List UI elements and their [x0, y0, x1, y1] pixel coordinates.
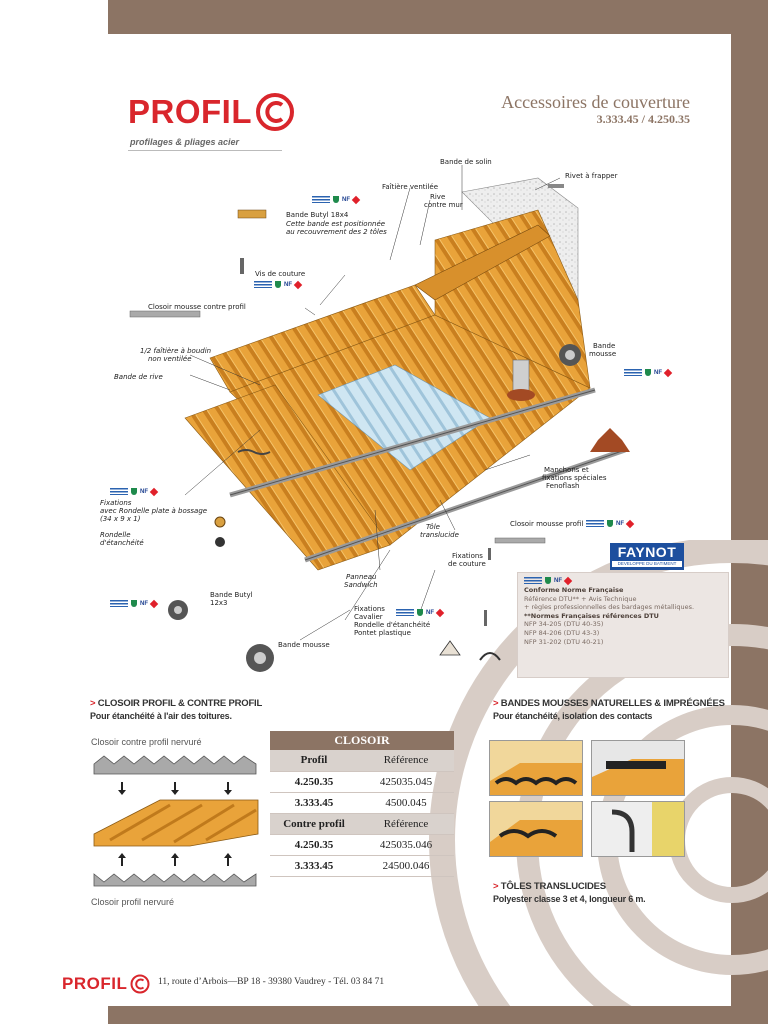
table-header — [270, 731, 454, 750]
label-manchons-3: Fenoflash — [546, 482, 580, 490]
bandes-section-title — [493, 698, 725, 709]
shield-icon — [131, 488, 137, 495]
closoir-table — [270, 731, 454, 877]
nf-mark: NF — [140, 488, 148, 495]
red-diamond-icon — [352, 195, 360, 203]
brand-logo — [128, 92, 295, 132]
shield-icon — [645, 369, 651, 376]
label-rondelle-2: d'étanchéité — [100, 539, 144, 547]
standard-lines-icon — [396, 609, 414, 616]
table-row — [270, 792, 454, 813]
info-line: NFP 31-202 (DTU 40-21) — [524, 637, 604, 646]
nf-mark: NF — [554, 577, 562, 584]
red-diamond-icon — [626, 519, 634, 527]
label-bande-rive: Bande de rive — [114, 373, 163, 381]
standard-lines-icon — [312, 196, 330, 203]
table-row — [270, 855, 454, 876]
brand-wordmark: PROFIL — [128, 93, 252, 130]
info-line: Référence DTU** + Avis Technique — [524, 594, 637, 603]
label-manchons-1: Manchons et — [544, 466, 589, 474]
closoir-illustration — [90, 750, 260, 900]
standard-lines-icon — [254, 281, 272, 288]
label-bande-butyl-note-2: au recouvrement des 2 tôles — [286, 228, 387, 236]
arrow-right-icon: > — [90, 698, 98, 709]
cert-badge — [624, 368, 671, 377]
nf-mark: NF — [616, 520, 624, 527]
standard-lines-icon — [586, 520, 604, 527]
red-diamond-icon — [150, 599, 158, 607]
bandes-section-subtitle: Pour étanchéité, isolation des contacts — [493, 711, 653, 721]
label-bande-solin: Bande de solin — [440, 158, 492, 166]
frame-band-right — [731, 0, 768, 1024]
cert-badge — [110, 599, 157, 608]
closoir-section-subtitle: Pour étanchéité à l'air des toitures. — [90, 711, 232, 721]
label-fix-cavalier-2: Cavalier — [354, 613, 383, 621]
label-demi-faitiere-1: 1/2 faîtière à boudin — [140, 347, 212, 355]
toles-section-title — [493, 881, 606, 892]
photo-foam-strip-3 — [489, 801, 583, 857]
shield-icon — [607, 520, 613, 527]
standards-info-box — [517, 572, 729, 678]
column-header: Référence — [358, 813, 454, 834]
photo-foam-strip-2-image — [592, 741, 685, 796]
table-row — [270, 834, 454, 855]
label-rive: Rive — [430, 193, 446, 201]
table-cell: 425035.045 — [358, 771, 454, 792]
shield-icon — [333, 196, 339, 203]
standard-lines-icon — [110, 488, 128, 495]
label-rivet-frapper: Rivet à frapper — [565, 172, 618, 180]
label-faitiere-ventilee: Faîtière ventilée — [382, 183, 439, 191]
nf-mark: NF — [140, 600, 148, 607]
standard-lines-icon — [624, 369, 642, 376]
label-fix-cavalier-3: Rondelle d'étanchéité — [354, 621, 431, 629]
info-line: + règles professionnelles des bardages métalliques. — [524, 603, 695, 612]
photo-foam-strip-4 — [591, 801, 685, 857]
label-tole-2: translucide — [420, 531, 459, 539]
label-closoir-contre-profil: Closoir mousse contre profil — [148, 303, 246, 311]
red-diamond-icon — [664, 368, 672, 376]
closoir-section-title-text: CLOSOIR PROFIL & CONTRE PROFIL — [97, 698, 263, 709]
label-fixations-2: avec Rondelle plate à bossage — [100, 507, 208, 515]
label-butyl-12-1: Bande Butyl — [210, 591, 253, 599]
red-diamond-icon — [564, 576, 572, 584]
label-fix-couture-1: Fixations — [452, 552, 483, 560]
standard-lines-icon — [524, 577, 542, 584]
info-line: Conforme Norme Française — [524, 586, 624, 594]
red-diamond-icon — [294, 280, 302, 288]
footer-c-mark-icon — [130, 974, 150, 994]
frame-band-bottom — [108, 1006, 768, 1024]
cert-badge — [312, 195, 359, 204]
table-group-header — [270, 750, 454, 771]
table-cell: 425035.046 — [358, 834, 454, 855]
brand-tagline: profilages & pliages acier — [130, 137, 240, 147]
closoir-section-title — [90, 698, 262, 709]
faynot-logo — [610, 543, 684, 570]
page-title: Accessoires de couverture — [501, 92, 690, 112]
label-vis-couture: Vis de couture — [255, 270, 306, 278]
table-cell: 3.333.45 — [270, 855, 358, 876]
label-butyl-12-2: 12x3 — [210, 599, 228, 607]
photo-foam-strip-3-image — [490, 802, 583, 857]
column-header: Profil — [270, 750, 358, 771]
label-rondelle-1: Rondelle — [100, 531, 131, 539]
table-cell: 24500.046 — [358, 855, 454, 876]
label-fixations-1: Fixations — [100, 499, 132, 507]
label-panneau-2: Sandwich — [344, 581, 378, 589]
frame-band-top — [108, 0, 768, 34]
toles-section-title-text: TÔLES TRANSLUCIDES — [500, 881, 606, 892]
faynot-subtitle: DEVELOPPE DU BATIMENT — [612, 561, 682, 567]
photo-foam-strip-4-image — [592, 802, 685, 857]
info-line: NFP 34-205 (DTU 40-35) — [524, 620, 604, 629]
red-diamond-icon — [436, 608, 444, 616]
brand-c-mark-icon — [255, 92, 295, 132]
arrow-right-icon: > — [493, 698, 501, 709]
photo-foam-strip-1 — [489, 740, 583, 796]
nf-mark: NF — [342, 196, 350, 203]
label-fix-cavalier-1: Fixations — [354, 605, 385, 613]
page-reference: 3.333.45 / 4.250.35 — [596, 112, 690, 126]
label-tole-1: Tôle — [426, 523, 440, 531]
bandes-section-title-text: BANDES MOUSSES NATURELLES & IMPRÉGNÉES — [500, 698, 725, 709]
footer-logo — [62, 974, 150, 994]
label-manchons-2: fixations spéciales — [542, 474, 607, 482]
column-header: Référence — [358, 750, 454, 771]
label-bande-butyl-note-1: Cette bande est positionnée — [286, 220, 386, 228]
shield-icon — [545, 577, 551, 584]
cert-badge — [586, 519, 633, 528]
arrow-right-icon: > — [493, 881, 501, 892]
table-cell: 3.333.45 — [270, 792, 358, 813]
closoir-caption-bottom: Closoir profil nervuré — [91, 897, 175, 907]
red-diamond-icon — [150, 487, 158, 495]
table-cell: 4500.045 — [358, 792, 454, 813]
label-closoir-profil: Closoir mousse profil — [510, 520, 584, 528]
info-line: NFP 84-206 (DTU 43-3) — [524, 628, 600, 637]
nf-mark: NF — [426, 609, 434, 616]
label-bande-mousse-low: Bande mousse — [278, 641, 330, 649]
cert-badge — [254, 280, 301, 289]
cert-badge — [524, 576, 722, 585]
shield-icon — [131, 600, 137, 607]
photo-foam-strip-1-image — [490, 741, 583, 796]
label-fix-cavalier-4: Pontet plastique — [354, 629, 411, 637]
table-cell: 4.250.35 — [270, 771, 358, 792]
label-bande-butyl-18x4: Bande Butyl 18x4 — [286, 211, 349, 219]
table-cell: 4.250.35 — [270, 834, 358, 855]
label-demi-faitiere-2: non ventilée — [148, 355, 192, 363]
cert-badge — [110, 487, 157, 496]
cert-badge — [396, 608, 443, 617]
nf-mark: NF — [654, 369, 662, 376]
nf-mark: NF — [284, 281, 292, 288]
label-fix-couture-2: de couture — [448, 560, 486, 568]
closoir-caption-top: Closoir contre profil nervuré — [91, 737, 202, 747]
table-title: CLOSOIR — [270, 731, 454, 750]
label-contre-mur: contre mur — [424, 201, 463, 209]
column-header: Contre profil — [270, 813, 358, 834]
label-bande-mousse-2: mousse — [589, 350, 617, 358]
label-fixations-3: (34 x 9 x 1) — [100, 515, 141, 523]
table-group-header — [270, 813, 454, 834]
shield-icon — [417, 609, 423, 616]
faynot-name: FAYNOT — [617, 544, 677, 560]
photo-foam-strip-2 — [591, 740, 685, 796]
shield-icon — [275, 281, 281, 288]
label-bande-mousse: Bande — [593, 342, 616, 350]
standard-lines-icon — [110, 600, 128, 607]
footer-address: 11, route d’Arbois—BP 18 - 39380 Vaudrey - Tél. 03 84 71 — [158, 977, 385, 987]
info-line: **Normes Françaises références DTU — [524, 611, 659, 620]
footer-brand-wordmark: PROFIL — [62, 974, 128, 993]
label-panneau-1: Panneau — [346, 573, 377, 581]
table-row — [270, 771, 454, 792]
toles-section-subtitle: Polyester classe 3 et 4, longueur 6 m. — [493, 894, 646, 904]
